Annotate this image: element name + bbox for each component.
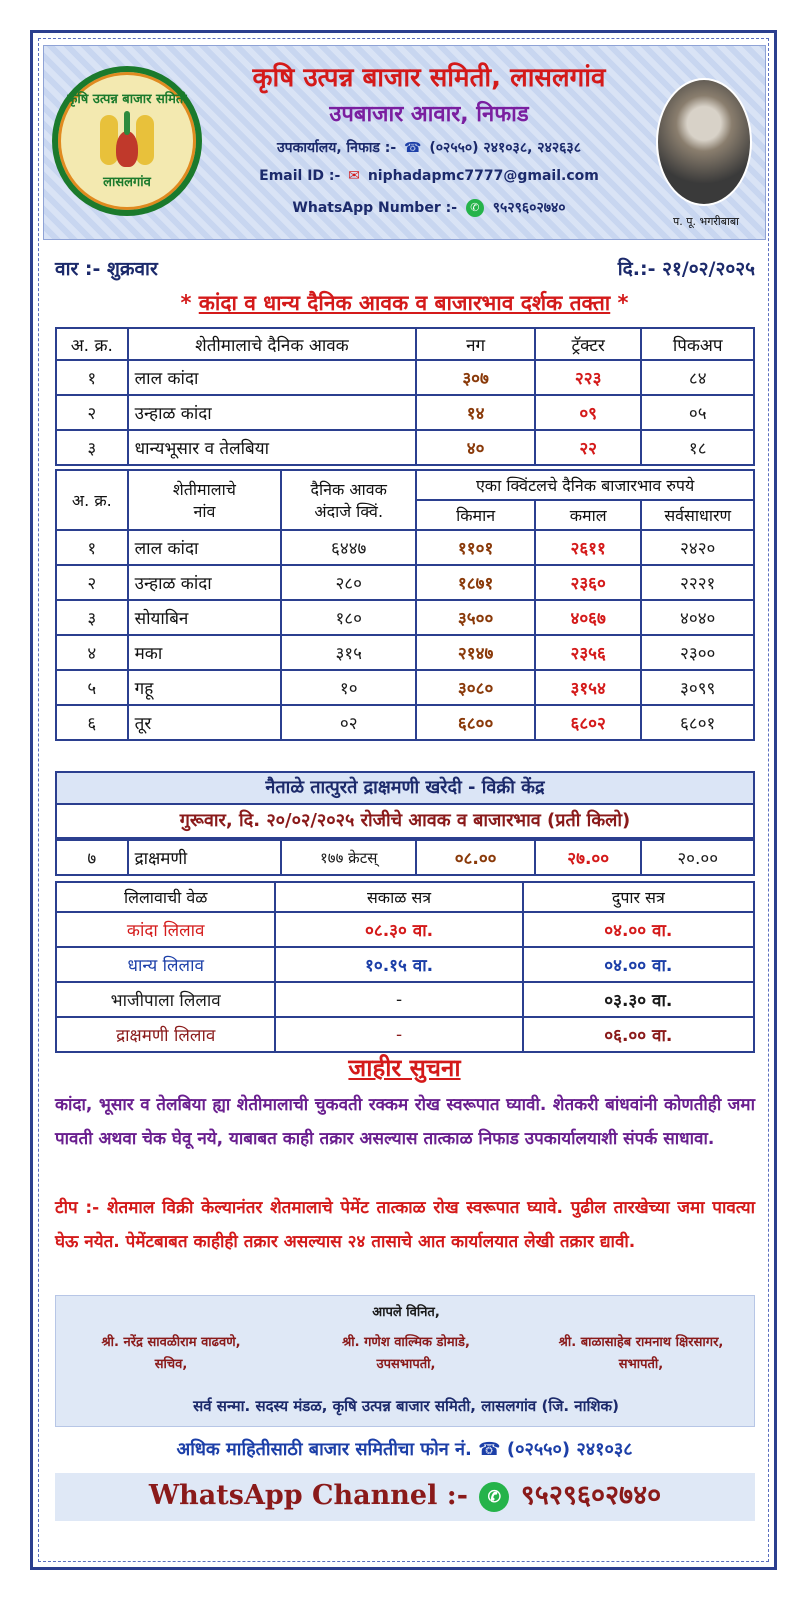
qty-cell: ०२ bbox=[281, 705, 416, 740]
whatsapp-channel-number[interactable]: ९५२९६०२७४० bbox=[520, 1480, 662, 1511]
auction-name-cell: कांदा लिलाव bbox=[56, 912, 275, 947]
col-sr: अ. क्र. bbox=[56, 328, 128, 360]
table-title bbox=[43, 289, 766, 317]
apmc-logo bbox=[52, 66, 202, 216]
sr-cell: ४ bbox=[56, 635, 128, 670]
morning-cell: १०.१५ वा. bbox=[275, 947, 522, 982]
signatory-chairman bbox=[526, 1332, 756, 1376]
org-subtitle: उपबाजार आवार, निफाड bbox=[329, 102, 529, 127]
min-cell: १८७१ bbox=[416, 565, 535, 600]
max-cell: २६११ bbox=[535, 530, 641, 565]
tractor-cell: २२३ bbox=[535, 360, 641, 395]
col-qty-line2: अंदाजे क्विं. bbox=[314, 502, 384, 521]
signature-footer: सर्व सन्मा. सदस्य मंडळ, कृषि उत्पन्न बाजार समिती, लासलगांव (जि. नाशिक) bbox=[193, 1397, 619, 1415]
sr-cell: ७ bbox=[56, 840, 128, 875]
tractor-cell: ०९ bbox=[535, 395, 641, 430]
col-afternoon-session: दुपार सत्र bbox=[523, 882, 754, 912]
col-price-group: एका क्विंटलचे दैनिक बाजारभाव रुपये bbox=[416, 470, 754, 500]
table-row bbox=[56, 360, 754, 395]
whatsapp-channel-label: WhatsApp Channel :- bbox=[148, 1480, 468, 1511]
logo-text-bottom: लासलगांव bbox=[103, 175, 151, 190]
day-label: वार :- शुक्रवार bbox=[55, 258, 158, 280]
col-name-line1: शेतीमालाचे bbox=[172, 480, 236, 499]
table-row bbox=[56, 840, 754, 875]
max-cell: ३१५४ bbox=[535, 670, 641, 705]
col-name-line2: नांव bbox=[193, 502, 216, 521]
commodity-cell: सोयाबिन bbox=[128, 600, 282, 635]
table-row bbox=[56, 600, 754, 635]
sr-cell: १ bbox=[56, 530, 128, 565]
col-min: किमान bbox=[416, 500, 535, 530]
commodity-cell: गहू bbox=[128, 670, 282, 705]
logo-text-top: कृषि उत्पन्न बाजार समिती bbox=[67, 92, 187, 107]
morning-cell: ०८.३० वा. bbox=[275, 912, 522, 947]
pickup-cell: ८४ bbox=[641, 360, 754, 395]
min-cell: २१४७ bbox=[416, 635, 535, 670]
grape-center-heading: नैताळे तात्पुरते द्राक्षमणी खरेदी - विक्री केंद्र bbox=[55, 771, 755, 805]
min-cell: ०८.०० bbox=[416, 840, 535, 875]
max-cell: ६८०२ bbox=[535, 705, 641, 740]
prices-table bbox=[55, 469, 755, 741]
modal-cell: २३०० bbox=[641, 635, 754, 670]
auction-name-cell: द्राक्षमणी लिलाव bbox=[56, 1017, 275, 1052]
min-cell: ३५०० bbox=[416, 600, 535, 635]
signatory-name: श्री. नरेंद्र सावळीराम वाढवणे, bbox=[101, 1335, 241, 1350]
email-label: Email ID :- bbox=[259, 168, 341, 184]
org-title: कृषि उत्पन्न बाजार समिती, लासलगांव bbox=[252, 63, 606, 93]
col-nag: नग bbox=[416, 328, 535, 360]
more-info-phone[interactable]: (०२५५०) २४१०३८ bbox=[506, 1439, 633, 1460]
whatsapp-line bbox=[209, 198, 649, 217]
mail-icon: ✉ bbox=[348, 168, 360, 184]
commodity-cell: तूर bbox=[128, 705, 282, 740]
office-phone: (०२५५०) २४१०३८, २४२६३८ bbox=[429, 140, 581, 156]
notice-paragraph-2: टीप :- शेतमाल विक्री केल्यानंतर शेतमालाचे पेमेंट तात्काळ रोख स्वरूपात घ्यावे. पुढील तारखेच्या जमा पावत्या घेऊ नयेत. पेमेंटबाबत काहीही तक्रार असल्यास २४ तासाचे आत कार्यालयात लेखी तक्रार द्यावी. bbox=[55, 1198, 755, 1252]
phone-icon: ☎ bbox=[478, 1439, 501, 1460]
afternoon-cell: ०६.०० वा. bbox=[523, 1017, 754, 1052]
nag-cell: ४० bbox=[416, 430, 535, 465]
min-cell: ११०१ bbox=[416, 530, 535, 565]
qty-cell: ६४४७ bbox=[281, 530, 416, 565]
table-row bbox=[56, 705, 754, 740]
arrivals-header-row bbox=[56, 328, 754, 360]
commodity-cell: धान्यभूसार व तेलबिया bbox=[128, 430, 417, 465]
office-line bbox=[209, 138, 649, 157]
max-cell: २३६० bbox=[535, 565, 641, 600]
auction-header-row bbox=[56, 882, 754, 912]
table-row bbox=[56, 395, 754, 430]
table-title-text: कांदा व धान्य दैनिक आवक व बाजारभाव दर्शक तक्ता bbox=[198, 291, 611, 315]
table-row bbox=[56, 565, 754, 600]
photo-caption: प. पू. भगरीबाबा bbox=[672, 215, 740, 228]
afternoon-cell: ०३.३० वा. bbox=[523, 982, 754, 1017]
col-tractor: ट्रॅक्टर bbox=[535, 328, 641, 360]
modal-cell: ३०९९ bbox=[641, 670, 754, 705]
office-label: उपकार्यालय, निफाड :- bbox=[277, 140, 397, 156]
qty-cell: १० bbox=[281, 670, 416, 705]
notice-title: जाहीर सुचना bbox=[348, 1054, 461, 1082]
crop-icon bbox=[92, 111, 162, 171]
modal-cell: २०.०० bbox=[641, 840, 754, 875]
modal-cell: २४२० bbox=[641, 530, 754, 565]
min-cell: ६८०० bbox=[416, 705, 535, 740]
nag-cell: ३०७ bbox=[416, 360, 535, 395]
col-quantity bbox=[281, 470, 416, 530]
signature-greeting: आपले विनित, bbox=[372, 1305, 440, 1320]
morning-cell: - bbox=[275, 1017, 522, 1052]
table-row bbox=[56, 670, 754, 705]
auction-name-cell: धान्य लिलाव bbox=[56, 947, 275, 982]
date-label: दि.:- २१/०२/२०२५ bbox=[617, 258, 755, 280]
sr-cell: २ bbox=[56, 395, 128, 430]
sr-cell: ६ bbox=[56, 705, 128, 740]
sr-cell: १ bbox=[56, 360, 128, 395]
commodity-cell: द्राक्षमणी bbox=[128, 840, 282, 875]
col-commodity-name bbox=[128, 470, 282, 530]
commodity-cell: उन्हाळ कांदा bbox=[128, 565, 282, 600]
notice-paragraph-1: कांदा, भूसार व तेलबिया ह्या शेतीमालाची चुकवती रक्कम रोख स्वरूपात घ्यावी. शेतकरी बांधवांनी कोणतीही जमा पावती अथवा चेक घेवू नये, याबाबत काही तक्रार असल्यास तात्काळ निफाड उपकार्यालयाशी संपर्क साधावा. bbox=[55, 1095, 755, 1149]
whatsapp-icon: ✆ bbox=[466, 199, 484, 217]
phone-icon: ☎ bbox=[404, 140, 422, 156]
max-cell: २७.०० bbox=[535, 840, 641, 875]
commodity-cell: उन्हाळ कांदा bbox=[128, 395, 417, 430]
col-auction-time: लिलावाची वेळ bbox=[56, 882, 275, 912]
title-star-left: * bbox=[180, 291, 192, 315]
col-max: कमाल bbox=[535, 500, 641, 530]
min-cell: ३०८० bbox=[416, 670, 535, 705]
whatsapp-icon: ✆ bbox=[479, 1482, 509, 1512]
col-modal: सर्वसाधारण bbox=[641, 500, 754, 530]
max-cell: २३५६ bbox=[535, 635, 641, 670]
table-row bbox=[56, 1017, 754, 1052]
grape-table bbox=[55, 839, 755, 876]
afternoon-cell: ०४.०० वा. bbox=[523, 947, 754, 982]
signatory-name: श्री. गणेश वाल्मिक डोमाडे, bbox=[342, 1335, 470, 1350]
auction-name-cell: भाजीपाला लिलाव bbox=[56, 982, 275, 1017]
auction-timing-table bbox=[55, 881, 755, 1053]
signatory-name: श्री. बाळासाहेब रामनाथ क्षिरसागर, bbox=[558, 1335, 724, 1350]
prices-header-row-1 bbox=[56, 470, 754, 500]
header bbox=[43, 45, 766, 240]
qty-cell: २८० bbox=[281, 565, 416, 600]
modal-cell: ६८०१ bbox=[641, 705, 754, 740]
col-morning-session: सकाळ सत्र bbox=[275, 882, 522, 912]
pickup-cell: १८ bbox=[641, 430, 754, 465]
qty-cell: १८० bbox=[281, 600, 416, 635]
table-row bbox=[56, 982, 754, 1017]
col-pickup: पिकअप bbox=[641, 328, 754, 360]
whatsapp-channel-banner[interactable] bbox=[55, 1473, 755, 1521]
whatsapp-label: WhatsApp Number :- bbox=[292, 200, 458, 216]
whatsapp-number[interactable]: ९५२९६०२७४० bbox=[492, 200, 566, 216]
table-row bbox=[56, 430, 754, 465]
signatory-role: उपसभापती, bbox=[376, 1357, 436, 1372]
table-row bbox=[56, 912, 754, 947]
table-row bbox=[56, 947, 754, 982]
poster-frame bbox=[30, 30, 777, 1570]
qty-cell: १७७ क्रेटस् bbox=[281, 840, 416, 875]
col-qty-line1: दैनिक आवक bbox=[310, 480, 387, 499]
saint-photo bbox=[656, 78, 752, 206]
arrivals-table bbox=[55, 327, 755, 466]
sr-cell: ५ bbox=[56, 670, 128, 705]
signature-box bbox=[55, 1295, 755, 1427]
commodity-cell: मका bbox=[128, 635, 282, 670]
col-sr: अ. क्र. bbox=[56, 470, 128, 530]
morning-cell: - bbox=[275, 982, 522, 1017]
max-cell: ४०६७ bbox=[535, 600, 641, 635]
modal-cell: २२२१ bbox=[641, 565, 754, 600]
title-star-right: * bbox=[617, 291, 629, 315]
commodity-cell: लाल कांदा bbox=[128, 360, 417, 395]
more-info-text: अधिक माहितीसाठी बाजार समितीचा फोन नं. bbox=[176, 1439, 472, 1460]
table-row bbox=[56, 530, 754, 565]
modal-cell: ४०४० bbox=[641, 600, 754, 635]
more-info-line bbox=[43, 1437, 766, 1461]
email-link[interactable]: niphadapmc7777@gmail.com bbox=[367, 168, 599, 184]
signatory-secretary bbox=[56, 1332, 286, 1376]
table-row bbox=[56, 635, 754, 670]
signatory-role: सभापती, bbox=[618, 1357, 664, 1372]
sr-cell: २ bbox=[56, 565, 128, 600]
qty-cell: ३१५ bbox=[281, 635, 416, 670]
col-commodity: शेतीमालाचे दैनिक आवक bbox=[128, 328, 417, 360]
grape-date-heading: गुरूवार, दि. २०/०२/२०२५ रोजीचे आवक व बाजारभाव (प्रती किलो) bbox=[55, 805, 755, 839]
email-line bbox=[209, 168, 649, 184]
nag-cell: १४ bbox=[416, 395, 535, 430]
sr-cell: ३ bbox=[56, 430, 128, 465]
afternoon-cell: ०४.०० वा. bbox=[523, 912, 754, 947]
pickup-cell: ०५ bbox=[641, 395, 754, 430]
day-date-row bbox=[55, 255, 755, 285]
commodity-cell: लाल कांदा bbox=[128, 530, 282, 565]
tractor-cell: २२ bbox=[535, 430, 641, 465]
signatory-vice-chairman bbox=[291, 1332, 521, 1376]
signatory-role: सचिव, bbox=[154, 1357, 188, 1372]
sr-cell: ३ bbox=[56, 600, 128, 635]
